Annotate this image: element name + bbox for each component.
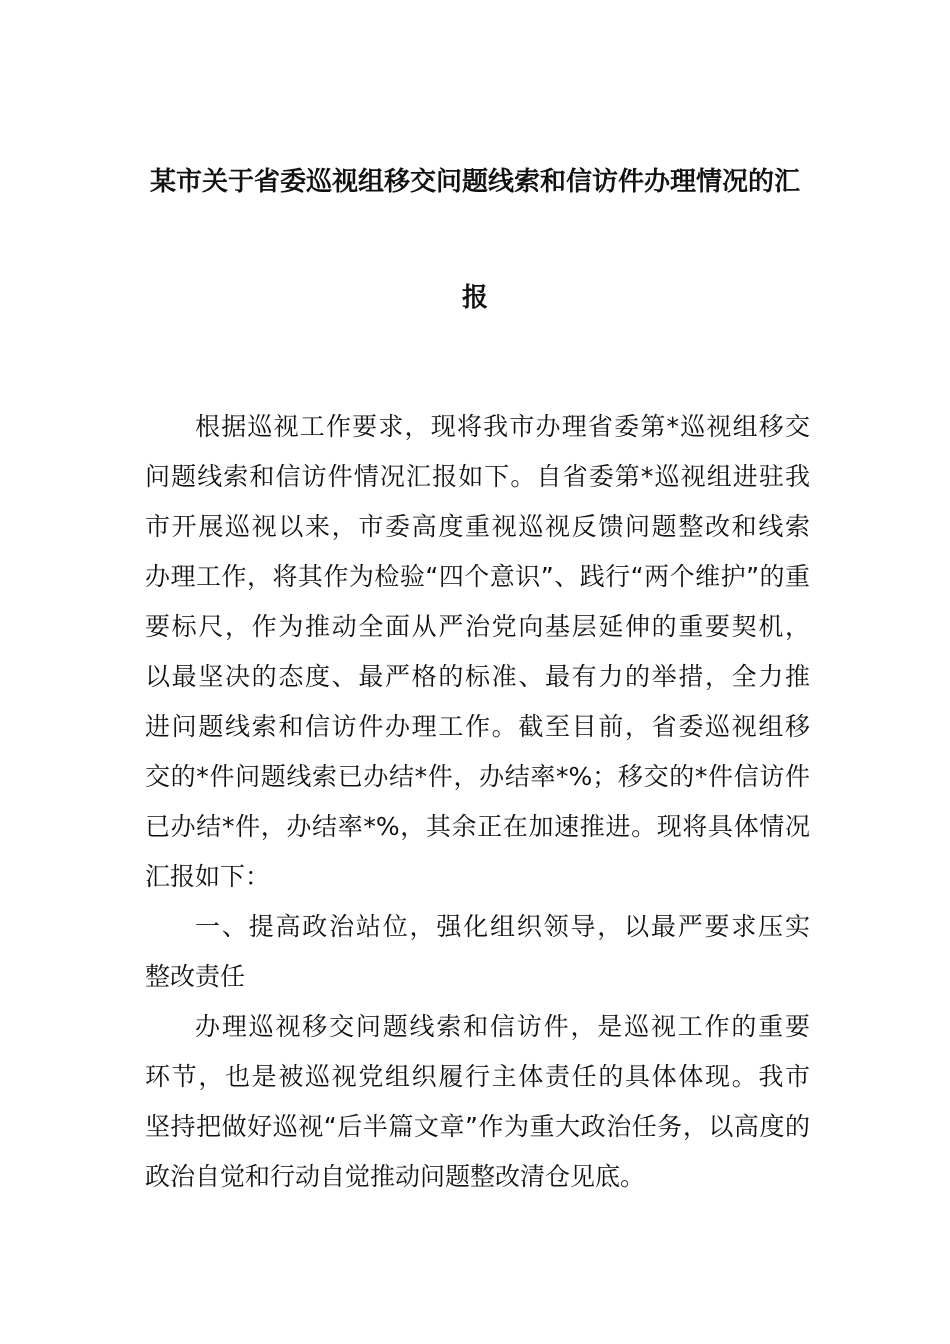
paragraph-2 <box>145 1002 810 1202</box>
text-line: 要标尺，作为推动全面从严治党向基层延伸的重要契机， <box>145 612 810 641</box>
text-line: 问题线索和信访件情况汇报如下。自省委第*巡视组进驻我 <box>145 462 810 491</box>
paragraph-1 <box>145 402 810 902</box>
text-line: 交的*件问题线索已办结*件，办结率*%；移交的*件信访件 <box>145 762 810 791</box>
text-line: 根据巡视工作要求，现将我市办理省委第*巡视组移交 <box>195 412 810 441</box>
heading-line: 一、提高政治站位，强化组织领导，以最严要求压实 <box>195 912 810 941</box>
text-line: 办理工作，将其作为检验“四个意识”、践行“两个维护”的重 <box>145 562 810 591</box>
text-line: 政治自觉和行动自觉推动问题整改清仓见底。 <box>145 1162 646 1191</box>
text-line: 坚持把做好巡视“后半篇文章”作为重大政治任务，以高度的 <box>145 1112 810 1141</box>
text-line: 汇报如下： <box>145 862 271 891</box>
document-body <box>145 402 810 1202</box>
section-heading-1 <box>145 902 810 1002</box>
text-line: 环节，也是被巡视党组织履行主体责任的具体体现。我市 <box>145 1062 810 1091</box>
text-line: 以最坚决的态度、最严格的标准、最有力的举措，全力推 <box>145 662 810 691</box>
text-line: 办理巡视移交问题线索和信访件，是巡视工作的重要 <box>195 1012 810 1041</box>
document-title-line-1: 某市关于省委巡视组移交问题线索和信访件办理情况的汇 <box>149 167 800 197</box>
text-line: 已办结*件，办结率*%，其余正在加速推进。现将具体情况 <box>145 812 810 841</box>
heading-line: 整改责任 <box>145 962 246 991</box>
text-line: 进问题线索和信访件办理工作。截至目前，省委巡视组移 <box>145 712 810 741</box>
text-line: 市开展巡视以来，市委高度重视巡视反馈问题整改和线索 <box>145 512 810 541</box>
document-title-line-2: 报 <box>461 283 488 313</box>
